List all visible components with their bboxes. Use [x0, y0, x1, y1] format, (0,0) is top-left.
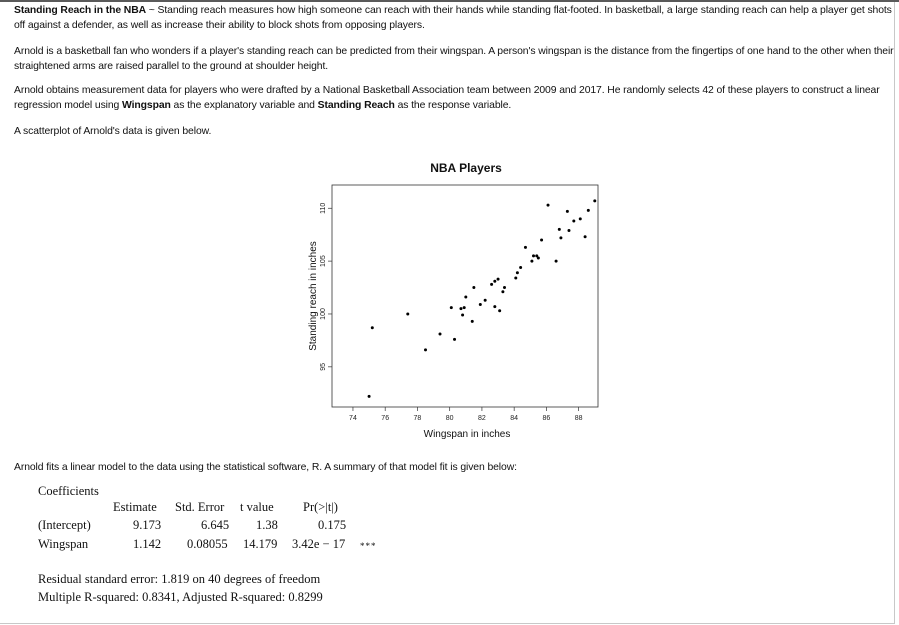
data-point	[540, 238, 543, 241]
x-axis	[349, 407, 583, 422]
data-point	[450, 306, 453, 309]
row-wingspan-estimate: 1.142	[133, 537, 162, 551]
row-intercept-p-value: 0.175	[318, 518, 347, 532]
data-point	[463, 306, 466, 309]
data-point	[406, 312, 409, 315]
data-point	[439, 333, 442, 336]
x-tick-label: 76	[381, 415, 390, 422]
data-point	[587, 209, 590, 212]
data-point	[498, 309, 501, 312]
data-point	[464, 296, 467, 299]
data-point	[559, 236, 562, 239]
intro-body: ~ Standing reach measures how high someone can reach with their hands while standing flat-footed. In basketball, a large standing reach can help a player get shots off against a defender, as well as increase their ability to block shots from opposing players.	[14, 5, 892, 31]
data-point	[524, 246, 527, 249]
data-point	[497, 278, 500, 281]
data-point	[555, 260, 558, 263]
coefficients-heading: Coefficients	[38, 484, 99, 498]
data-point	[501, 290, 504, 293]
y-tick-label: 100	[320, 308, 327, 320]
col-estimate: Estimate	[113, 500, 157, 514]
data-point	[368, 395, 371, 398]
row-wingspan-std-error: 0.08055	[187, 537, 228, 551]
data-description-paragraph: Arnold obtains measurement data for players who were drafted by a National Basketball Association team between 2009 and 2017. He randomly selects 42 of these players to construct a linear regression model using Wingspan as the explanatory variable and Standing Reach as the response variable.	[14, 85, 880, 111]
data-point	[532, 254, 535, 257]
y-axis	[320, 203, 332, 371]
x-tick-label: 84	[510, 415, 519, 422]
intro-title: Standing Reach in the NBA	[14, 5, 147, 16]
col-t-value: t value	[240, 500, 274, 514]
significance-stars: ***	[360, 541, 377, 551]
data-point	[472, 286, 475, 289]
chart-title: NBA Players	[430, 161, 502, 175]
response-variable: Standing Reach	[317, 100, 395, 111]
data-point	[479, 303, 482, 306]
row-intercept-estimate: 9.173	[133, 518, 162, 532]
data-point	[519, 266, 522, 269]
r-squared: Multiple R-squared: 0.8341, Adjusted R-squared: 0.8299	[38, 590, 323, 604]
data-point	[503, 286, 506, 289]
model-intro: Arnold fits a linear model to the data using the statistical software, R. A summary of that model fit is given below:	[14, 462, 517, 473]
data-point	[537, 256, 540, 259]
intro-paragraph	[14, 3, 894, 33]
x-axis-title: Wingspan in inches	[423, 429, 511, 440]
x-tick-label: 86	[542, 415, 551, 422]
row-intercept-std-error: 6.645	[201, 518, 230, 532]
x-tick-label: 74	[349, 415, 357, 422]
data-point	[484, 299, 487, 302]
data-point	[530, 260, 533, 263]
scatterplot-intro: A scatterplot of Arnold's data is given below.	[14, 126, 212, 137]
data-point	[516, 271, 519, 274]
data-point	[453, 338, 456, 341]
x-tick-label: 82	[478, 415, 486, 422]
scatterplot	[280, 150, 625, 450]
data-point	[493, 305, 496, 308]
top-border	[0, 0, 899, 2]
y-tick-label: 105	[320, 255, 327, 267]
data-point	[566, 210, 569, 213]
data-point	[471, 320, 474, 323]
y-tick-label: 110	[320, 202, 327, 214]
x-tick-label: 80	[445, 415, 454, 422]
data-point	[490, 283, 493, 286]
explanatory-variable: Wingspan	[122, 100, 171, 111]
data-point	[579, 217, 582, 220]
data-point	[514, 277, 517, 280]
row-wingspan-p-value: 3.42e − 17	[292, 537, 346, 551]
y-axis-title: Standing reach in inches	[308, 241, 319, 351]
data-point	[371, 326, 374, 329]
wingspan-definition-paragraph: Arnold is a basketball fan who wonders if a player's standing reach can be predicted from their wingspan. A person's wingspan is the distance from the fingertips of one hand to the other when their straightened arms are raised parallel to the ground at shoulder height.	[14, 46, 894, 72]
y-tick-label: 95	[320, 362, 327, 371]
data-point	[547, 204, 550, 207]
row-intercept-name: (Intercept)	[38, 518, 91, 532]
data-point	[493, 280, 496, 283]
data-point	[572, 219, 575, 222]
data-point	[567, 229, 570, 232]
row-wingspan-t-value: 14.179	[243, 537, 278, 551]
x-tick-label: 78	[413, 415, 422, 422]
data-points	[368, 199, 597, 398]
data-point	[584, 235, 587, 238]
data-point	[593, 199, 596, 202]
x-tick-label: 88	[574, 415, 583, 422]
residual-standard-error: Residual standard error: 1.819 on 40 degrees of freedom	[38, 572, 321, 586]
row-wingspan-name: Wingspan	[38, 537, 89, 551]
col-std-error: Std. Error	[175, 500, 225, 514]
col-p-value: Pr(>|t|)	[303, 500, 338, 514]
data-point	[459, 307, 462, 310]
data-point	[558, 228, 561, 231]
data-point	[461, 314, 464, 317]
data-point	[424, 348, 427, 351]
row-intercept-t-value: 1.38	[256, 518, 278, 532]
